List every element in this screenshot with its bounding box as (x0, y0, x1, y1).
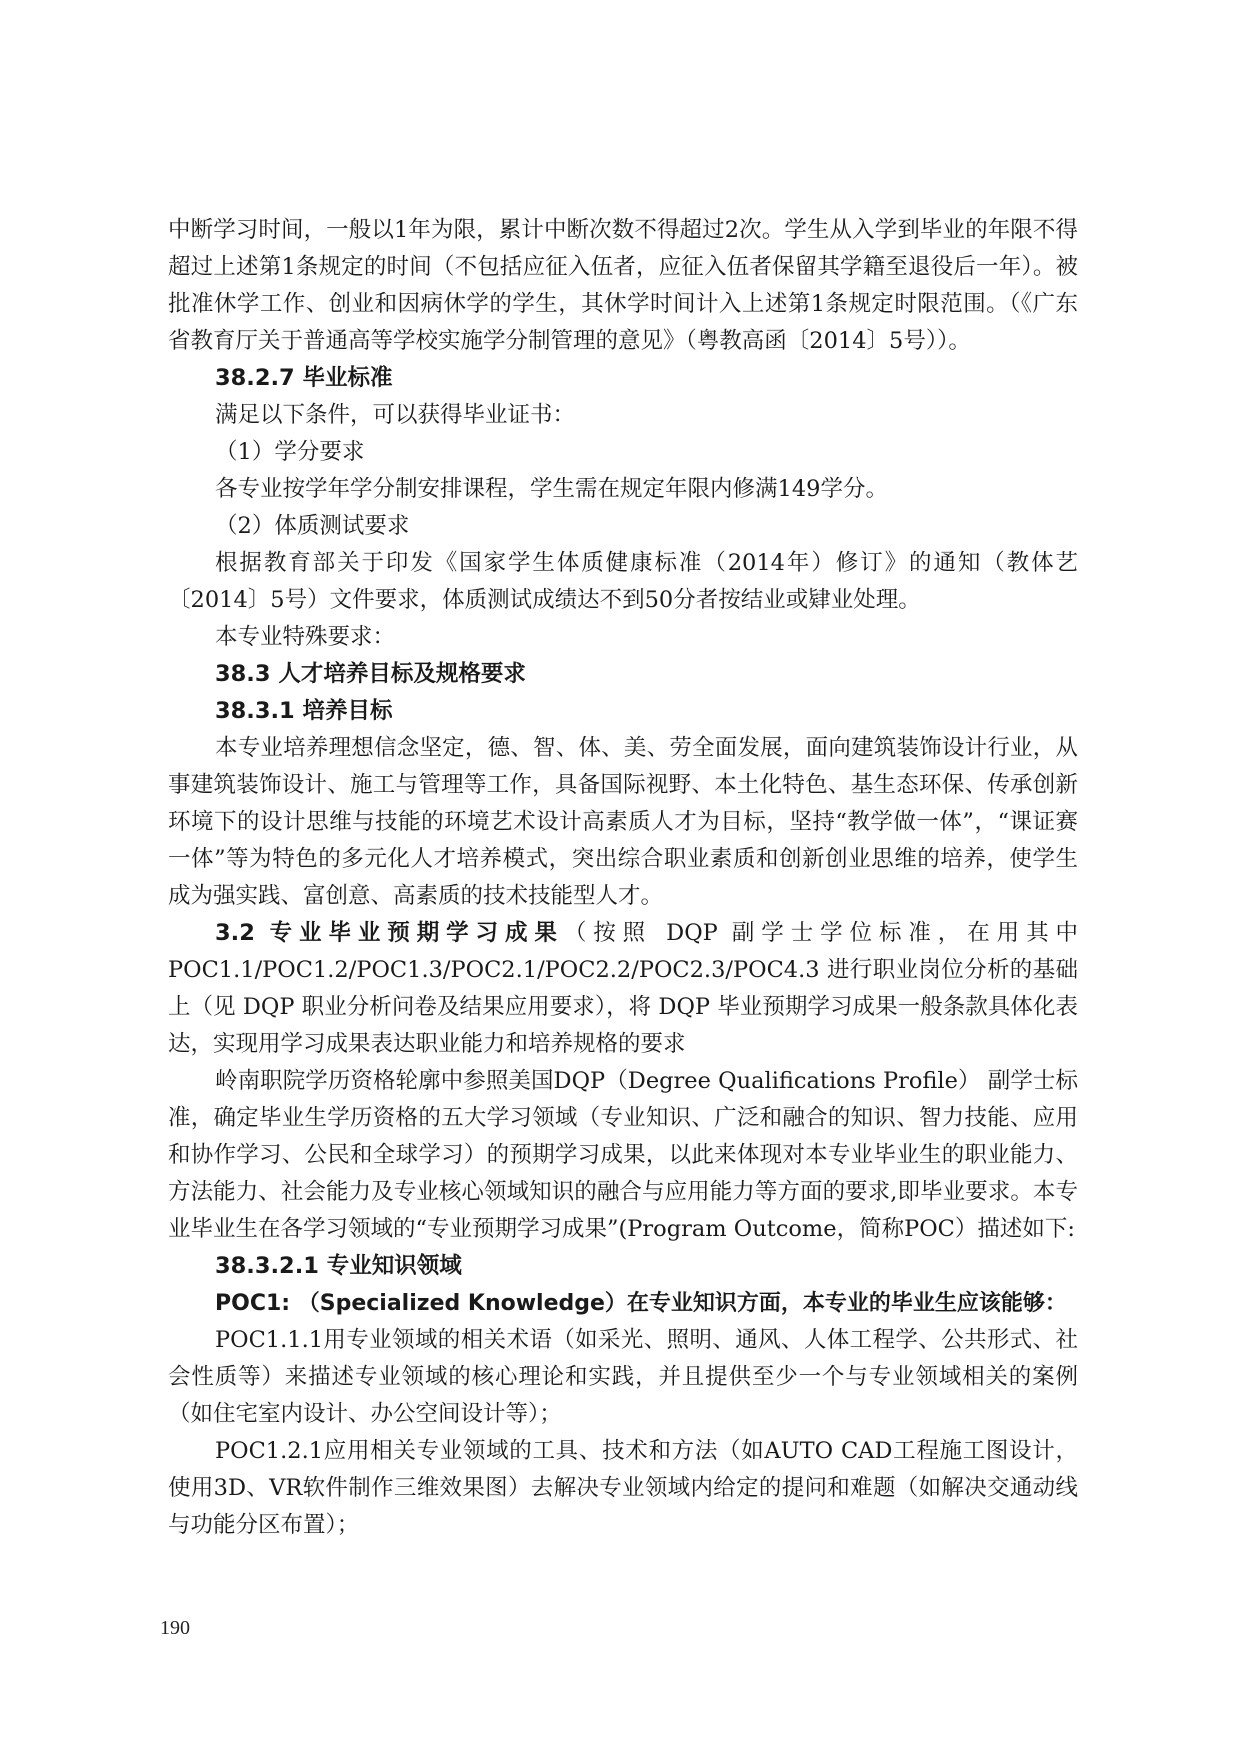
page-number: 190 (160, 1617, 190, 1639)
heading-training-goal: 38.3.1 培养目标 (215, 698, 393, 724)
paragraph-poc1-2-1: POC1.2.1应用相关专业领域的工具、技术和方法（如AUTO CAD工程施工图设计，使用3D、VR软件制作三维效果图）去解决专业领域内给定的提问和难题（如解决交通动线与功能分区布置）； (168, 1438, 1078, 1538)
heading-talent-goals: 38.3 人才培养目标及规格要求 (215, 661, 526, 687)
paragraph-expected-outcomes (168, 915, 1078, 1063)
paragraph-study-interruption: 中断学习时间，一般以1年为限，累计中断次数不得超过2次。学生从入学到毕业的年限不得超过上述第1条规定的时间（不包括应征入伍者，应征入伍者保留其学籍至退役后一年）。被批准休学工作、创业和因病休学的学生，其休学时间计入上述第1条规定时限范围。（《广东省教育厅关于普通高等学校实施学分制管理的意见》（粤教高函〔2014〕5号））。 (168, 217, 1078, 354)
expected-outcomes-text: （按照 DQP 副学士学位标准，在用其中POC1.1/POC1.2/POC1.3/POC2.1/POC2.2/POC2.3/POC4.3 进行职业岗位分析的基础上（见 DQP 职业分析问卷及结果应用要求），将 DQP 毕业预期学习成果一般条款具体化表达，实现用学习成果表达职业能力和培养规格的要求 (168, 920, 1078, 1057)
heading-poc1: POC1: （Specialized Knowledge）在专业知识方面，本专业的毕业生应该能够： (215, 1291, 1067, 1316)
paragraph-training-goal: 本专业培养理想信念坚定，德、智、体、美、劳全面发展，面向建筑装饰设计行业，从事建筑装饰设计、施工与管理等工作，具备国际视野、本土化特色、基生态环保、传承创新环境下的设计思维与技能的环境艺术设计高素质人才为目标，坚持“教学做一体”，“课证赛一体”等为特色的多元化人才培养模式，突出综合职业素质和创新创业思维的培养，使学生成为强实践、富创意、高素质的技术技能型人才。 (168, 735, 1078, 909)
heading-graduation-standard: 38.2.7 毕业标准 (215, 365, 393, 391)
paragraph-credit-requirement: 各专业按学年学分制安排课程，学生需在规定年限内修满149学分。 (215, 476, 888, 502)
paragraph-conditions: 满足以下条件，可以获得毕业证书： (215, 402, 576, 428)
paragraph-poc1-1-1: POC1.1.1用专业领域的相关术语（如采光、照明、通风、人体工程学、公共形式、社会性质等）来描述专业领域的核心理论和实践，并且提供至少一个与专业领域相关的案例（如住宅室内设计、办公空间设计等）； (168, 1327, 1078, 1427)
paragraph-special-requirement: 本专业特殊要求： (215, 624, 396, 650)
paragraph-fitness-requirement: 根据教育部关于印发《国家学生体质健康标准（2014年）修订》的通知（教体艺〔2014〕5号）文件要求，体质测试成绩达不到50分者按结业或肄业处理。 (168, 550, 1078, 613)
paragraph-fitness-title: （2）体质测试要求 (215, 513, 410, 539)
paragraph-credit-requirement-title: （1）学分要求 (215, 439, 365, 465)
page-body (168, 212, 1078, 1544)
heading-specialized-knowledge: 38.3.2.1 专业知识领域 (215, 1253, 462, 1279)
expected-outcomes-lead: 3.2 专业毕业预期学习成果 (215, 920, 564, 946)
paragraph-dqp-reference: 岭南职院学历资格轮廓中参照美国DQP（Degree Qualifications Profile） 副学士标准，确定毕业生学历资格的五大学习领域（专业知识、广泛和融合的知识、智力技能、应用和协作学习、公民和全球学习）的预期学习成果，以此来体现对本专业毕业生的职业能力、方法能力、社会能力及专业核心领域知识的融合与应用能力等方面的要求,即毕业要求。本专业毕业生在各学习领域的“专业预期学习成果”(Program Outcome，简称POC）描述如下: (168, 1068, 1078, 1242)
